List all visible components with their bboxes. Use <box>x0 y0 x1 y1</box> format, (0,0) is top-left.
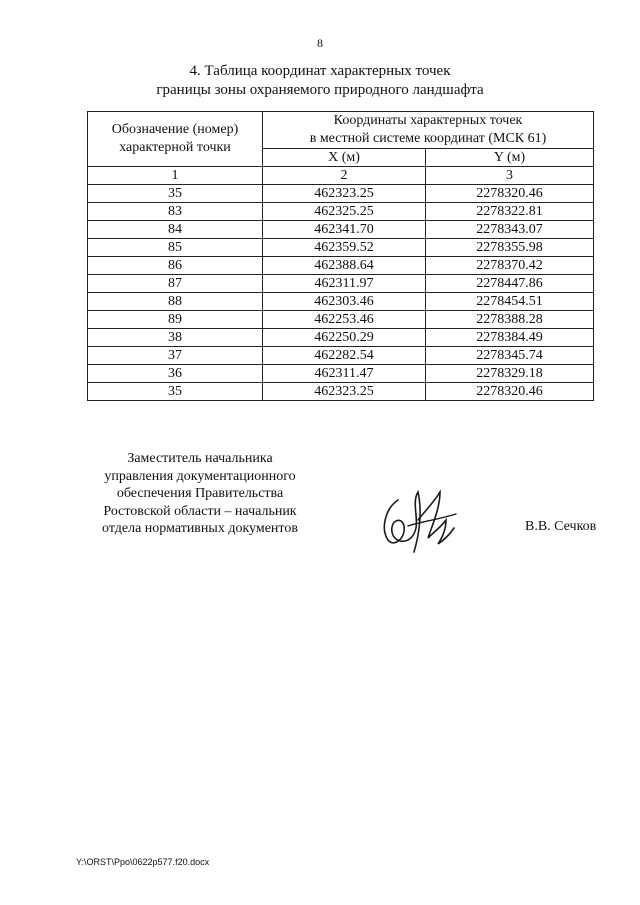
table-row <box>88 383 594 401</box>
point-cell: 36 <box>88 365 263 383</box>
handwritten-signature <box>368 480 468 560</box>
table-row <box>88 329 594 347</box>
table-row <box>88 221 594 239</box>
header-coords-line-1: Координаты характерных точек <box>333 113 523 128</box>
table-row <box>88 365 594 383</box>
x-cell: 462325.25 <box>263 203 426 221</box>
x-cell: 462250.29 <box>263 329 426 347</box>
y-cell: 2278454.51 <box>426 293 594 311</box>
signer-name: В.В. Сечков <box>525 519 597 534</box>
column-number-1: 1 <box>88 167 263 185</box>
x-cell: 462323.25 <box>263 383 426 401</box>
point-cell: 38 <box>88 329 263 347</box>
point-cell: 87 <box>88 275 263 293</box>
table-title-line-1: 4. Таблица координат характерных точек <box>189 63 451 79</box>
table-row <box>88 275 594 293</box>
signature-title-line: обеспечения Правительства <box>116 486 284 501</box>
page-number: 8 <box>317 36 323 50</box>
column-number-3: 3 <box>426 167 594 185</box>
header-designation-line-2: характерной точки <box>119 140 231 155</box>
x-cell: 462359.52 <box>263 239 426 257</box>
footer-file-path: Y:\ORST\Ppo\0622p577.f20.docx <box>76 857 210 867</box>
x-cell: 462388.64 <box>263 257 426 275</box>
x-cell: 462311.97 <box>263 275 426 293</box>
header-coordinates <box>263 112 594 149</box>
table-row <box>88 347 594 365</box>
point-cell: 89 <box>88 311 263 329</box>
x-cell: 462282.54 <box>263 347 426 365</box>
x-cell: 462303.46 <box>263 293 426 311</box>
y-cell: 2278355.98 <box>426 239 594 257</box>
table-title <box>0 62 640 100</box>
point-cell: 83 <box>88 203 263 221</box>
table-row <box>88 239 594 257</box>
y-cell: 2278447.86 <box>426 275 594 293</box>
table-row <box>88 257 594 275</box>
point-cell: 84 <box>88 221 263 239</box>
y-cell: 2278320.46 <box>426 383 594 401</box>
header-x: X (м) <box>263 149 426 167</box>
signature-title-line: Заместитель начальника <box>127 451 273 466</box>
point-cell: 35 <box>88 185 263 203</box>
point-cell: 85 <box>88 239 263 257</box>
point-cell: 37 <box>88 347 263 365</box>
y-cell: 2278320.46 <box>426 185 594 203</box>
signature-title-line: управления документационного <box>104 468 296 484</box>
y-cell: 2278345.74 <box>426 347 594 365</box>
x-cell: 462311.47 <box>263 365 426 383</box>
signature-title-line: отдела нормативных документов <box>102 521 298 536</box>
header-designation-line-1: Обозначение (номер) <box>111 122 239 137</box>
header-coords-line-2: в местной системе координат (МСК 61) <box>309 131 547 146</box>
x-cell: 462253.46 <box>263 311 426 329</box>
y-cell: 2278388.28 <box>426 311 594 329</box>
table-row <box>88 311 594 329</box>
column-number-2: 2 <box>263 167 426 185</box>
y-cell: 2278329.18 <box>426 365 594 383</box>
y-cell: 2278384.49 <box>426 329 594 347</box>
y-cell: 2278322.81 <box>426 203 594 221</box>
table-row <box>88 293 594 311</box>
y-cell: 2278370.42 <box>426 257 594 275</box>
table-row <box>88 203 594 221</box>
x-cell: 462341.70 <box>263 221 426 239</box>
point-cell: 86 <box>88 257 263 275</box>
x-cell: 462323.25 <box>263 185 426 203</box>
header-point-designation <box>88 112 263 167</box>
signature-title-line: Ростовской области – начальник <box>103 503 297 519</box>
signature-title-block <box>90 450 310 538</box>
point-cell: 88 <box>88 293 263 311</box>
table-row <box>88 185 594 203</box>
table-title-line-2: границы зоны охраняемого природного ландшафта <box>156 82 484 98</box>
y-cell: 2278343.07 <box>426 221 594 239</box>
point-cell: 35 <box>88 383 263 401</box>
coordinates-table <box>87 111 594 401</box>
header-y: Y (м) <box>426 149 594 167</box>
